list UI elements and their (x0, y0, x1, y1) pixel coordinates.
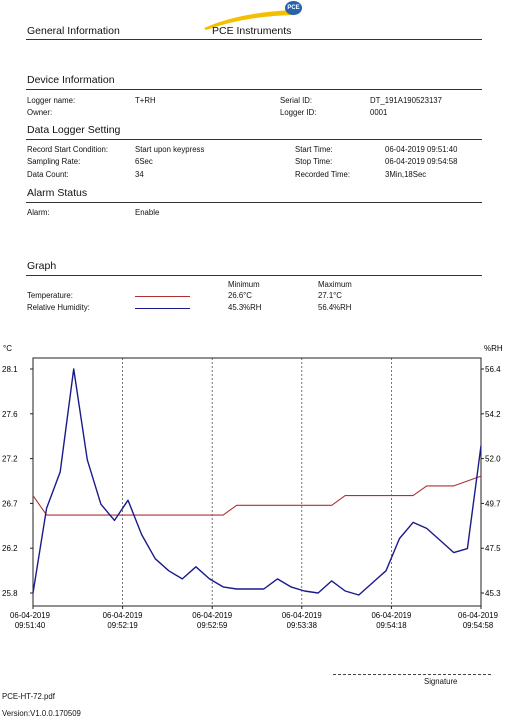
pce-badge-icon: PCE (285, 1, 302, 15)
left-tick-label: 28.1 (2, 365, 18, 374)
start-time-value: 06-04-2019 09:51:40 (385, 145, 458, 154)
alarm-value: Enable (135, 208, 160, 217)
x-tick-date: 06-04-2019 (281, 611, 322, 620)
signature-line (333, 674, 491, 675)
left-tick-label: 25.8 (2, 589, 18, 598)
humidity-label: Relative Humidity: (27, 303, 90, 312)
temperature-label: Temperature: (27, 291, 73, 300)
x-tick-date: 06-04-2019 (458, 611, 498, 620)
plot-frame (33, 358, 481, 606)
device-info-title: Device Information (27, 74, 115, 86)
serial-id-value: DT_191A190523137 (370, 96, 442, 105)
left-tick-label: 27.6 (2, 409, 18, 419)
series (33, 369, 481, 595)
sampling-rate-value: 6Sec (135, 157, 153, 166)
minimum-header: Minimum (228, 280, 260, 289)
stop-time-value: 06-04-2019 09:54:58 (385, 157, 458, 166)
temperature-legend-line (135, 296, 190, 297)
right-axis-unit: %RH (484, 344, 503, 353)
x-tick-date: 06-04-2019 (10, 611, 50, 620)
x-tick-time: 09:54:58 (462, 621, 494, 630)
signature-label: Signature (424, 677, 458, 686)
data-count-value: 34 (135, 170, 144, 179)
left-tick-label: 26.2 (2, 544, 18, 554)
humidity-series-line (33, 369, 481, 595)
left-tick-label: 26.7 (2, 499, 18, 509)
temperature-max: 27.1°C (318, 291, 342, 300)
x-tick-date: 06-04-2019 (371, 611, 412, 620)
file-name: PCE-HT-72.pdf (2, 692, 55, 701)
alarm-status-divider (26, 202, 482, 203)
record-start-label: Record Start Condition: (27, 145, 109, 154)
sampling-rate-label: Sampling Rate: (27, 157, 81, 166)
right-tick-label: 52.0 (485, 454, 501, 464)
left-axis-unit: °C (3, 344, 12, 353)
x-tick-time: 09:53:38 (286, 621, 317, 630)
record-start-value: Start upon keypress (135, 145, 205, 154)
logger-name-value: T+RH (135, 96, 156, 105)
temperature-min: 26.6°C (228, 291, 252, 300)
serial-id-label: Serial ID: (280, 96, 313, 105)
humidity-max: 56.4%RH (318, 303, 352, 312)
right-tick-label: 47.5 (485, 544, 501, 554)
temperature-humidity-chart (0, 335, 505, 635)
start-time-label: Start Time: (295, 145, 333, 154)
recorded-time-label: Recorded Time: (295, 170, 351, 179)
x-tick-date: 06-04-2019 (192, 611, 233, 620)
right-tick-label: 56.4 (485, 365, 501, 374)
grid (123, 358, 392, 606)
logger-name-label: Logger name: (27, 96, 76, 105)
humidity-min: 45.3%RH (228, 303, 262, 312)
right-tick-label: 45.3 (485, 589, 501, 598)
logger-setting-divider (26, 139, 482, 140)
general-information-title: General Information (27, 25, 120, 37)
right-tick-label: 49.7 (485, 499, 501, 509)
maximum-header: Maximum (318, 280, 352, 289)
axis-ticks (2, 365, 501, 630)
device-info-divider (26, 89, 482, 90)
x-tick-time: 09:52:19 (107, 621, 138, 630)
temperature-series-line (33, 476, 481, 515)
brand-name: PCE Instruments (212, 25, 292, 37)
logger-id-label: Logger ID: (280, 108, 317, 117)
header-divider (26, 39, 482, 40)
alarm-status-title: Alarm Status (27, 187, 88, 199)
version-text: Version:V1.0.0.170509 (2, 709, 81, 718)
left-tick-label: 27.2 (2, 454, 18, 464)
x-tick-date: 06-04-2019 (102, 611, 143, 620)
stop-time-label: Stop Time: (295, 157, 333, 166)
graph-title: Graph (27, 260, 57, 272)
x-tick-time: 09:51:40 (14, 621, 46, 630)
owner-label: Owner: (27, 108, 53, 117)
x-tick-time: 09:54:18 (376, 621, 407, 630)
right-tick-label: 54.2 (485, 409, 501, 419)
data-count-label: Data Count: (27, 170, 69, 179)
logger-setting-title: Data Logger Setting (27, 124, 121, 136)
recorded-time-value: 3Min,18Sec (385, 170, 427, 179)
graph-divider (26, 275, 482, 276)
x-tick-time: 09:52:59 (197, 621, 228, 630)
humidity-legend-line (135, 308, 190, 309)
logger-id-value: 0001 (370, 108, 388, 117)
alarm-label: Alarm: (27, 208, 50, 217)
